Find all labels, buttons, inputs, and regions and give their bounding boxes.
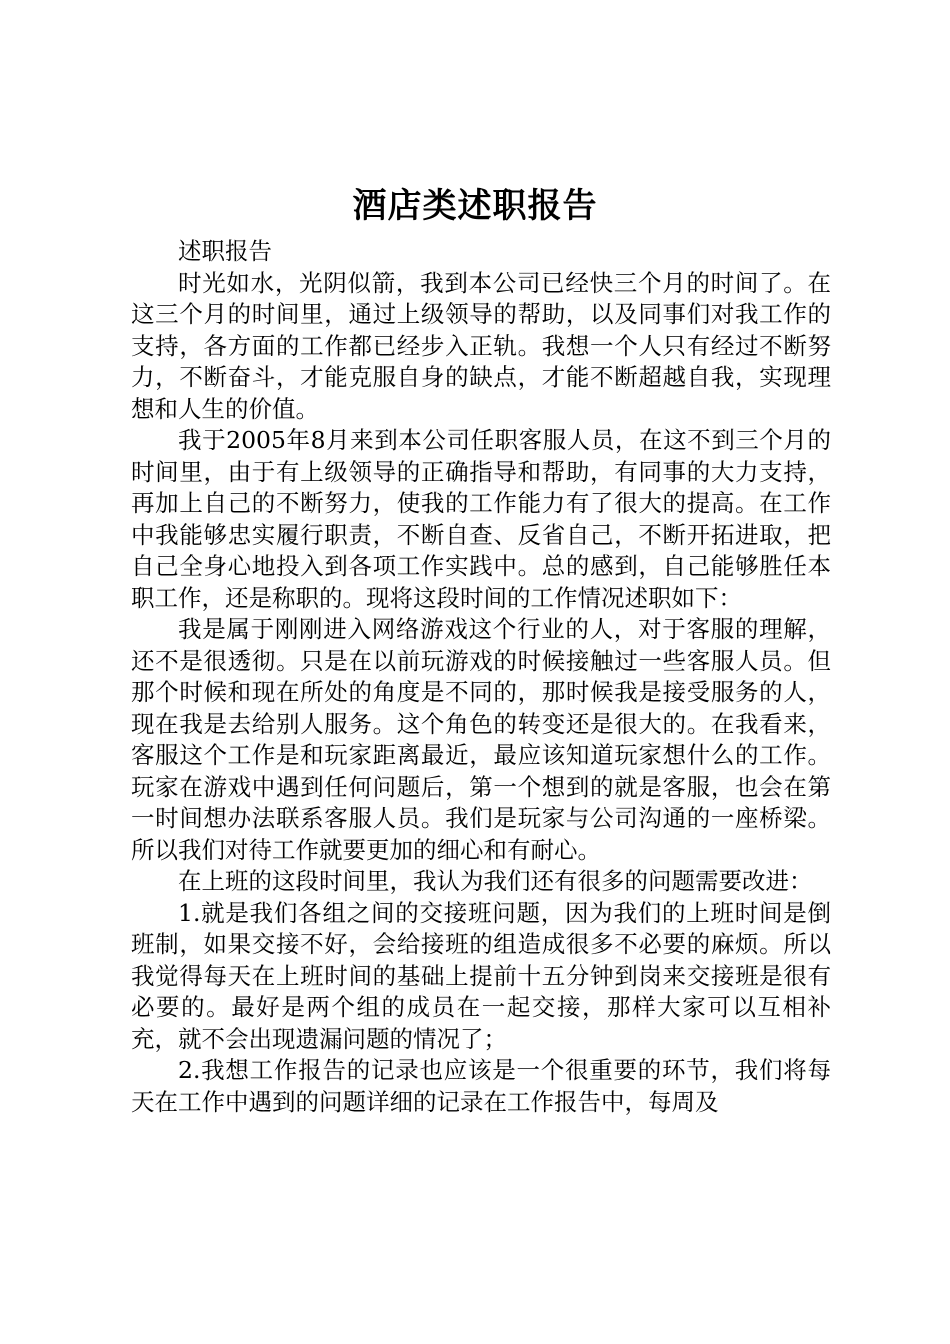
paragraph: 在上班的这段时间里，我认为我们还有很多的问题需要改进： (178, 867, 813, 895)
paragraph: 时光如水，光阴似箭，我到本公司已经快三个月的时间了。在这三个月的时间里，通过上级领导的帮助，以及同事们对我工作的支持，各方面的工作都已经步入正轨。我想一个人只有经过不断努力，不断奋斗，才能克服自身的缺点，才能不断超越自我，实现理想和人生的价值。 (131, 268, 831, 423)
paragraph: 我于2005年8月来到本公司任职客服人员，在这不到三个月的时间里，由于有上级领导的正确指导和帮助，有同事的大力支持，再加上自己的不断努力，使我的工作能力有了很大的提高。在工作中我能够忠实履行职责，不断自查、反省自己，不断开拓进取，把自己全身心地投入到各项工作实践中。总的感到，自己能够胜任本职工作，还是称职的。现将这段时间的工作情况述职如下： (131, 426, 831, 612)
document-body (131, 236, 831, 1118)
list-item: 1.就是我们各组之间的交接班问题，因为我们的上班时间是倒班制，如果交接不好，会给接班的组造成很多不必要的麻烦。所以我觉得每天在上班时间的基础上提前十五分钟到岗来交接班是很有必要的。最好是两个组的成员在一起交接，那样大家可以互相补充，就不会出现遗漏问题的情况了； (131, 898, 831, 1053)
document-title: 酒店类述职报告 (352, 186, 598, 226)
paragraph-heading: 述职报告 (178, 237, 272, 265)
list-item: 2.我想工作报告的记录也应该是一个很重要的环节，我们将每天在工作中遇到的问题详细的记录在工作报告中，每周及 (131, 1056, 831, 1116)
paragraph: 我是属于刚刚进入网络游戏这个行业的人，对于客服的理解，还不是很透彻。只是在以前玩游戏的时候接触过一些客服人员。但那个时候和现在所处的角度是不同的，那时候我是接受服务的人，现在我是去给别人服务。这个角色的转变还是很大的。在我看来，客服这个工作是和玩家距离最近，最应该知道玩家想什么的工作。玩家在游戏中遇到任何问题后，第一个想到的就是客服，也会在第一时间想办法联系客服人员。我们是玩家与公司沟通的一座桥梁。所以我们对待工作就要更加的细心和有耐心。 (131, 615, 831, 864)
